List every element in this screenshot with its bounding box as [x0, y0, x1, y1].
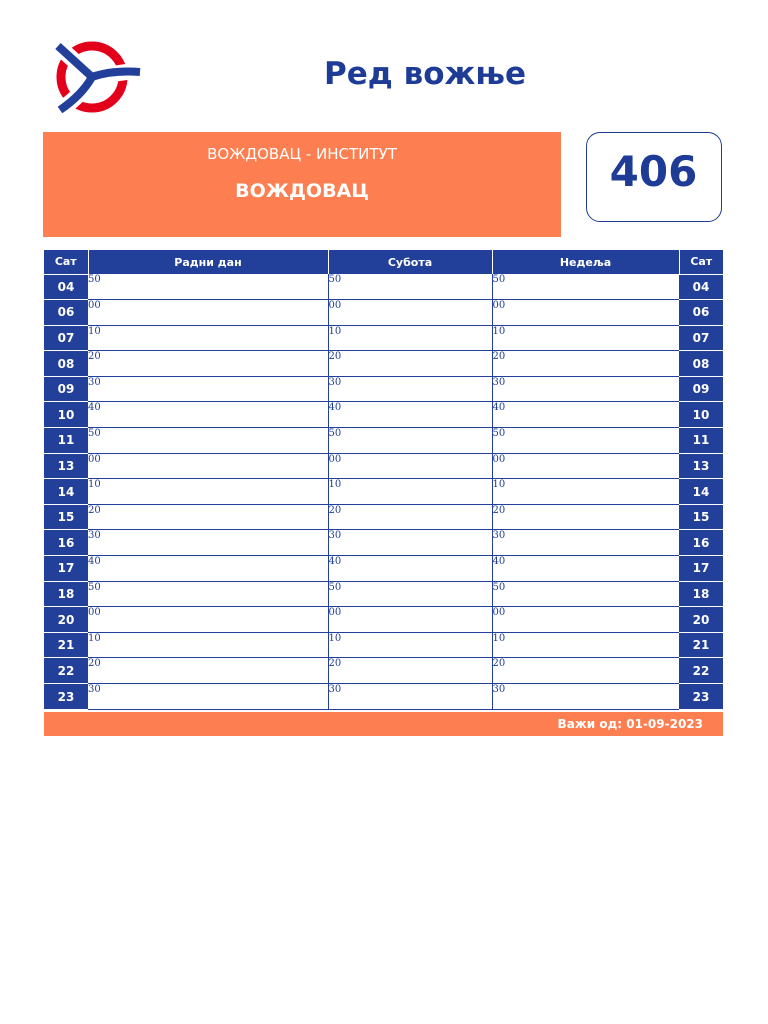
sunday-minutes: 40: [492, 556, 679, 582]
transit-logo-icon: [52, 40, 144, 114]
valid-from-text: Важи од: 01-09-2023: [557, 717, 703, 731]
weekday-minutes: 00: [88, 607, 328, 633]
weekday-minutes: 20: [88, 351, 328, 377]
saturday-minutes: 20: [328, 351, 492, 377]
saturday-minutes: 30: [328, 530, 492, 556]
sunday-minutes: 00: [492, 607, 679, 633]
hour-cell-left: 08: [44, 351, 88, 377]
saturday-minutes: 30: [328, 376, 492, 402]
timetable-header-row: [44, 250, 723, 274]
weekday-minutes: 10: [88, 325, 328, 351]
route-name: ВОЖДОВАЦ - ИНСТИТУТ: [207, 145, 397, 163]
hour-cell-right: 08: [679, 351, 723, 377]
saturday-minutes: 30: [328, 684, 492, 710]
hour-cell-right: 22: [679, 658, 723, 684]
weekday-minutes: 20: [88, 504, 328, 530]
hour-cell-right: 06: [679, 300, 723, 326]
sunday-minutes: 50: [492, 274, 679, 300]
hour-cell-right: 11: [679, 428, 723, 454]
hour-cell-right: 15: [679, 504, 723, 530]
saturday-minutes: 00: [328, 300, 492, 326]
table-row: [44, 632, 723, 658]
saturday-minutes: 10: [328, 325, 492, 351]
sunday-minutes: 20: [492, 658, 679, 684]
hour-cell-left: 09: [44, 376, 88, 402]
line-number-badge: [586, 132, 722, 222]
hour-cell-right: 16: [679, 530, 723, 556]
table-row: [44, 453, 723, 479]
hour-cell-right: 17: [679, 556, 723, 582]
saturday-minutes: 00: [328, 607, 492, 633]
hour-cell-right: 10: [679, 402, 723, 428]
table-row: [44, 428, 723, 454]
hour-cell-left: 04: [44, 274, 88, 300]
hour-cell-right: 21: [679, 632, 723, 658]
hour-cell-left: 07: [44, 325, 88, 351]
hour-cell-left: 14: [44, 479, 88, 505]
weekday-minutes: 40: [88, 402, 328, 428]
hour-cell-left: 06: [44, 300, 88, 326]
saturday-minutes: 20: [328, 504, 492, 530]
table-row: [44, 658, 723, 684]
table-row: [44, 351, 723, 377]
sunday-minutes: 50: [492, 581, 679, 607]
hour-cell-right: 14: [679, 479, 723, 505]
hour-cell-left: 17: [44, 556, 88, 582]
weekday-minutes: 10: [88, 632, 328, 658]
hour-cell-left: 20: [44, 607, 88, 633]
hour-cell-left: 15: [44, 504, 88, 530]
weekday-minutes: 00: [88, 300, 328, 326]
hour-cell-right: 04: [679, 274, 723, 300]
hour-cell-right: 13: [679, 453, 723, 479]
route-banner: [43, 132, 561, 237]
table-row: [44, 607, 723, 633]
hour-cell-left: 22: [44, 658, 88, 684]
table-row: [44, 325, 723, 351]
table-row: [44, 479, 723, 505]
line-number: 406: [609, 147, 698, 196]
weekday-minutes: 30: [88, 376, 328, 402]
sunday-minutes: 10: [492, 632, 679, 658]
hour-cell-right: 09: [679, 376, 723, 402]
table-row: [44, 376, 723, 402]
table-row: [44, 530, 723, 556]
sunday-minutes: 00: [492, 453, 679, 479]
hour-cell-right: 23: [679, 684, 723, 710]
sunday-minutes: 50: [492, 428, 679, 454]
hour-cell-left: 11: [44, 428, 88, 454]
hour-cell-right: 20: [679, 607, 723, 633]
saturday-minutes: 20: [328, 658, 492, 684]
weekday-minutes: 50: [88, 581, 328, 607]
sunday-minutes: 30: [492, 376, 679, 402]
hour-cell-left: 21: [44, 632, 88, 658]
weekday-minutes: 10: [88, 479, 328, 505]
table-row: [44, 684, 723, 710]
sunday-minutes: 40: [492, 402, 679, 428]
hour-cell-left: 18: [44, 581, 88, 607]
header-saturday: Субота: [328, 250, 492, 274]
weekday-minutes: 50: [88, 428, 328, 454]
validity-footer: [44, 712, 723, 736]
sunday-minutes: 20: [492, 504, 679, 530]
header-hour-right: Сат: [679, 250, 723, 274]
hour-cell-left: 10: [44, 402, 88, 428]
sunday-minutes: 10: [492, 479, 679, 505]
saturday-minutes: 10: [328, 632, 492, 658]
saturday-minutes: 40: [328, 402, 492, 428]
weekday-minutes: 40: [88, 556, 328, 582]
header-sunday: Недеља: [492, 250, 679, 274]
hour-cell-left: 16: [44, 530, 88, 556]
sunday-minutes: 00: [492, 300, 679, 326]
table-row: [44, 581, 723, 607]
saturday-minutes: 50: [328, 581, 492, 607]
hour-cell-right: 18: [679, 581, 723, 607]
saturday-minutes: 50: [328, 274, 492, 300]
weekday-minutes: 50: [88, 274, 328, 300]
table-row: [44, 300, 723, 326]
weekday-minutes: 20: [88, 658, 328, 684]
page-title: Ред вожње: [324, 56, 526, 92]
weekday-minutes: 00: [88, 453, 328, 479]
hour-cell-left: 23: [44, 684, 88, 710]
table-row: [44, 402, 723, 428]
sunday-minutes: 20: [492, 351, 679, 377]
hour-cell-right: 07: [679, 325, 723, 351]
sunday-minutes: 10: [492, 325, 679, 351]
weekday-minutes: 30: [88, 684, 328, 710]
table-row: [44, 504, 723, 530]
saturday-minutes: 00: [328, 453, 492, 479]
sunday-minutes: 30: [492, 684, 679, 710]
saturday-minutes: 40: [328, 556, 492, 582]
hour-cell-left: 13: [44, 453, 88, 479]
route-direction: ВОЖДОВАЦ: [235, 180, 369, 202]
sunday-minutes: 30: [492, 530, 679, 556]
saturday-minutes: 50: [328, 428, 492, 454]
header-hour-left: Сат: [44, 250, 88, 274]
table-row: [44, 556, 723, 582]
weekday-minutes: 30: [88, 530, 328, 556]
saturday-minutes: 10: [328, 479, 492, 505]
timetable: [44, 250, 723, 710]
table-row: [44, 274, 723, 300]
header-weekday: Радни дан: [88, 250, 328, 274]
